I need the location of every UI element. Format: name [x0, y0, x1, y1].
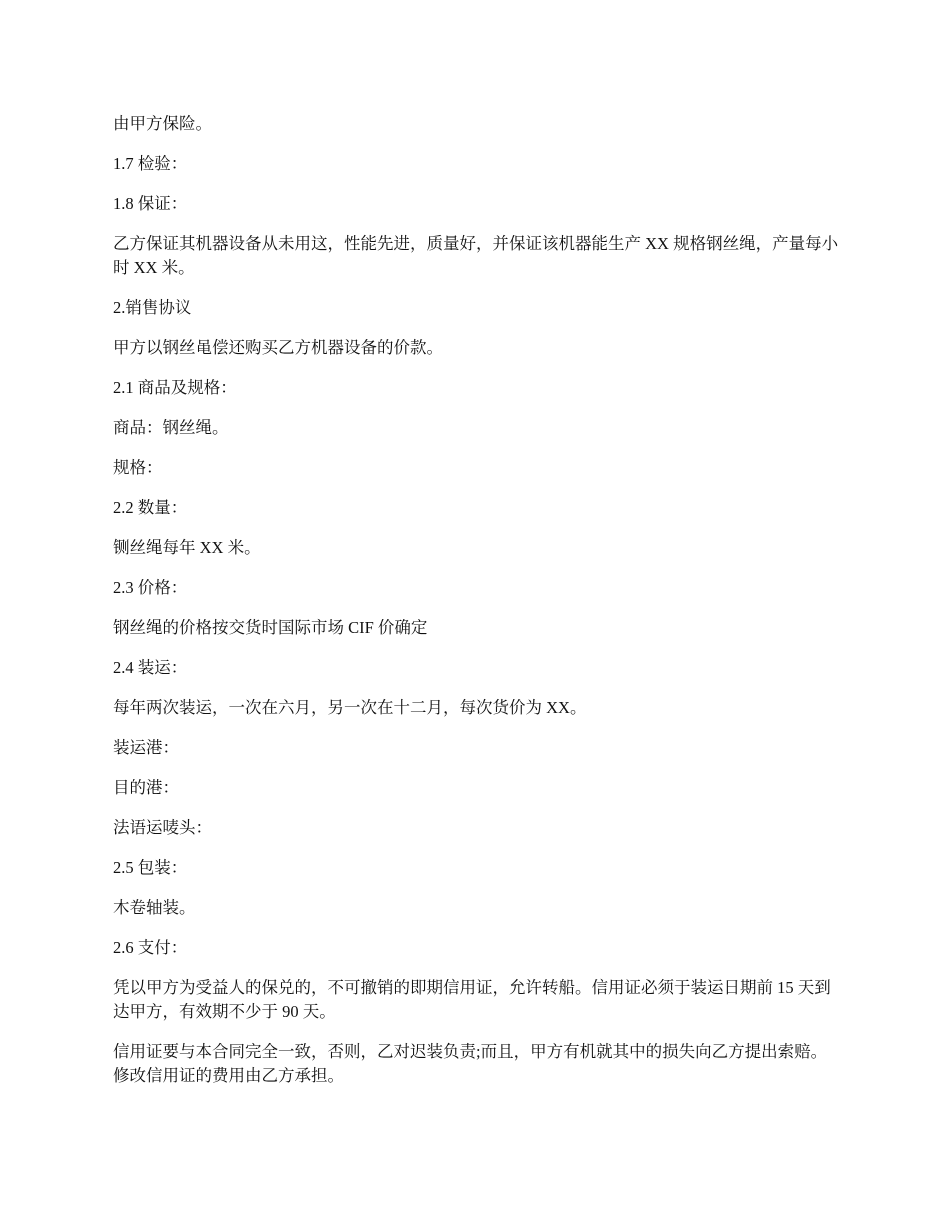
heading-2-sales-agreement: 2.销售协议	[113, 298, 192, 317]
heading-2-5-packing: 2.5 包装：	[113, 858, 188, 877]
heading-2-2-quantity: 2.2 数量：	[113, 498, 188, 517]
paragraph-insurance: 由甲方保险。	[113, 114, 212, 133]
paragraph-spec: 规格：	[113, 458, 163, 477]
paragraph-quantity: 铡丝绳每年 XX 米。	[113, 538, 261, 557]
paragraph-lc-conformity: 信用证要与本合同完全一致，否则，乙对迟装负责;而且，甲方有机就其中的损失向乙方提出索赔。修改信用证的费用由乙方承担。	[113, 1042, 828, 1085]
paragraph-port-of-loading: 装运港：	[113, 738, 179, 757]
heading-1-8-guarantee: 1.8 保证：	[113, 194, 188, 213]
paragraph-goods: 商品：钢丝绳。	[113, 418, 229, 437]
heading-2-6-payment: 2.6 支付：	[113, 938, 188, 957]
paragraph-shipment: 每年两次装运，一次在六月，另一次在十二月，每次货价为 XX。	[113, 698, 587, 717]
paragraph-guarantee: 乙方保证其机器设备从未用这，性能先进，质量好，并保证该机器能生产 XX 规格钢丝绳，产量每小时 XX 米。	[113, 234, 839, 277]
paragraph-shipping-mark: 法语运唛头：	[113, 818, 212, 837]
heading-2-3-price: 2.3 价格：	[113, 578, 188, 597]
paragraph-letter-of-credit: 凭以甲方为受益人的保兑的，不可撤销的即期信用证，允许转船。信用证必须于装运日期前 15 天到达甲方，有效期不少于 90 天。	[113, 978, 831, 1021]
paragraph-payment-method: 甲方以钢丝黾偿还购买乙方机器设备的价款。	[113, 338, 443, 357]
document-body	[113, 112, 843, 1104]
heading-2-4-shipment: 2.4 装运：	[113, 658, 188, 677]
paragraph-price: 钢丝绳的价格按交货时国际市场 CIF 价确定	[113, 618, 428, 637]
heading-2-1-goods-spec: 2.1 商品及规格：	[113, 378, 237, 397]
heading-1-7-inspection: 1.7 检验：	[113, 154, 188, 173]
paragraph-packing: 木卷轴装。	[113, 898, 196, 917]
paragraph-port-of-destination: 目的港：	[113, 778, 179, 797]
